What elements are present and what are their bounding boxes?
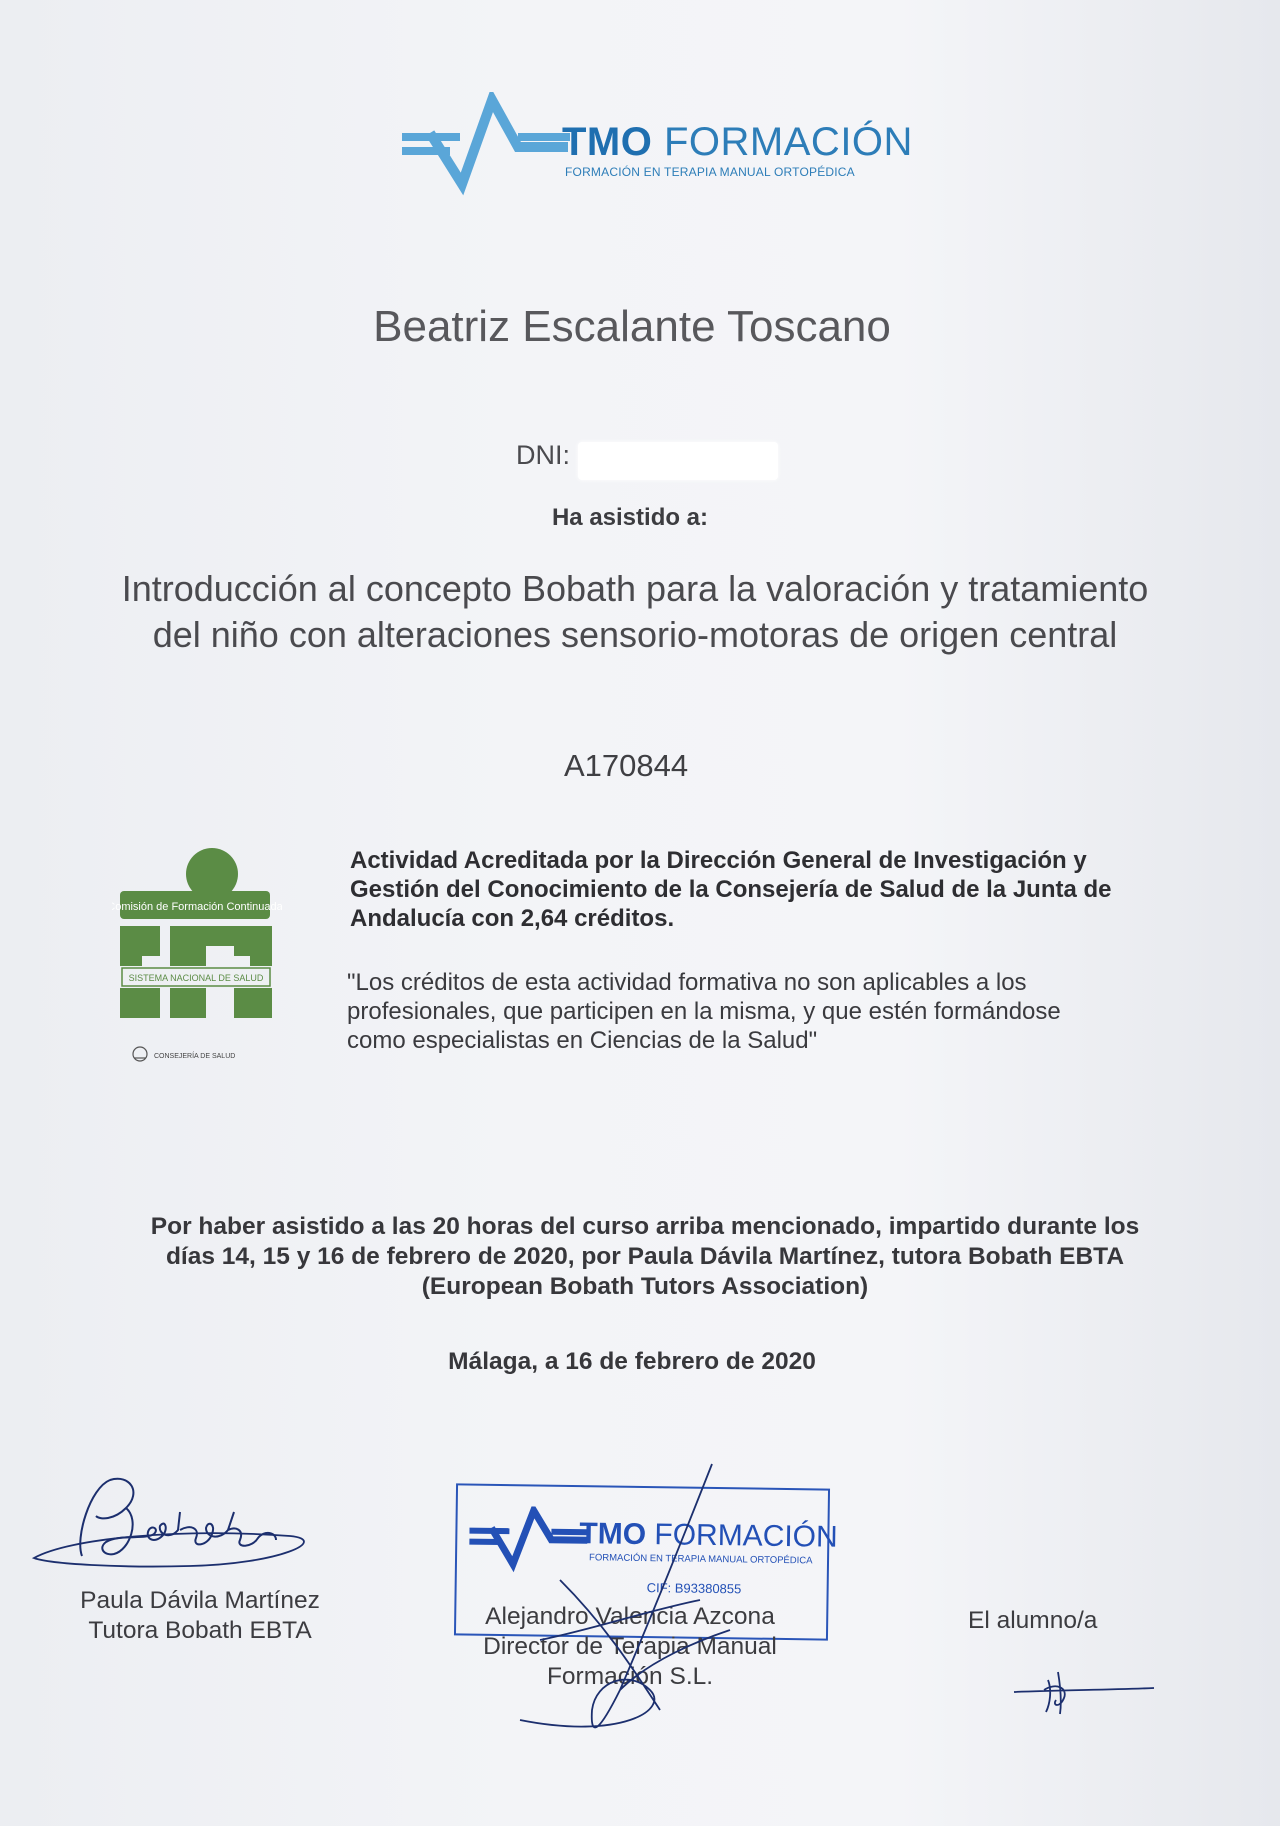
credits-note-line-1: "Los créditos de esta actividad formativa no son aplicables a los <box>347 969 1027 996</box>
stamp-title-bold: TMO <box>579 1517 647 1552</box>
director-role-line-2: Formación S.L. <box>546 1663 714 1690</box>
attended-label: Ha asistido a: <box>551 504 709 531</box>
credits-note-line-2: profesionales, que participen en la misma, y que estén formándose <box>347 998 1061 1025</box>
course-title <box>40 566 1230 658</box>
accreditation-line-2: Gestión del Conocimiento de la Consejería de Salud de la Junta de <box>350 876 1112 903</box>
attendance-line-1: Por haber asistido a las 20 horas del curso arriba mencionado, impartido durante los <box>150 1213 1140 1240</box>
director-signature-icon <box>500 1460 740 1750</box>
stamp-cif: CIF: B93380855 <box>646 1580 742 1597</box>
course-code: A170844 <box>563 748 689 783</box>
cfc-bottom-text: CONSEJERÍA DE SALUD <box>154 1053 236 1060</box>
cfc-middle-text: SISTEMA NACIONAL DE SALUD <box>128 973 264 983</box>
tutor-role: Tutora Bobath EBTA <box>88 1617 312 1644</box>
logo-title-rest: FORMACIÓN <box>664 120 913 164</box>
logo-title-bold: TMO <box>562 120 653 164</box>
logo-subtitle: FORMACIÓN EN TERAPIA MANUAL ORTOPÉDICA <box>565 165 855 179</box>
tutor-signature-icon <box>30 1468 320 1578</box>
accreditation-statement <box>350 846 1230 933</box>
accreditation-line-3: Andalucía con 2,64 créditos. <box>350 905 675 932</box>
accreditation-line-1: Actividad Acreditada por la Dirección General de Investigación y <box>350 847 1087 874</box>
credits-note-line-3: como especialistas en Ciencias de la Salud" <box>347 1027 818 1054</box>
attendance-statement <box>80 1212 1210 1302</box>
student-name: Beatriz Escalante Toscano <box>373 302 891 351</box>
director-name: Alejandro Valencia Azcona <box>485 1603 775 1630</box>
stamp-title-rest: FORMACIÓN <box>654 1518 838 1554</box>
cfc-top-text: Comisión de Formación Continuada <box>112 901 282 913</box>
tutor-signature-block <box>30 1586 370 1646</box>
tutor-name: Paula Dávila Martínez <box>80 1587 320 1614</box>
credits-note <box>347 968 1227 1055</box>
student-signature-label: El alumno/a <box>968 1607 1098 1634</box>
cfc-logo-icon <box>112 846 282 1070</box>
course-title-line-1: Introducción al concepto Bobath para la valoración y tratamiento <box>121 568 1149 609</box>
student-signature-icon <box>1008 1660 1158 1720</box>
place-and-date: Málaga, a 16 de febrero de 2020 <box>448 1348 816 1375</box>
cfc-accreditation-logo <box>112 846 282 1070</box>
course-title-line-2: del niño con alteraciones sensorio-motoras de origen central <box>152 614 1118 655</box>
tmo-formacion-logo <box>400 92 913 202</box>
attendance-line-2: días 14, 15 y 16 de febrero de 2020, por Paula Dávila Martínez, tutora Bobath EBTA <box>165 1243 1125 1270</box>
logo-title <box>562 120 913 165</box>
dni-redaction <box>578 442 778 480</box>
stamp-subtitle: FORMACIÓN EN TERAPIA MANUAL ORTOPÉDICA <box>588 1552 813 1567</box>
dni-label: DNI: <box>516 440 570 470</box>
attendance-line-3: (European Bobath Tutors Association) <box>421 1273 869 1300</box>
director-role-line-1: Director de Terapia Manual <box>483 1633 777 1660</box>
tmo-wave-logo-icon <box>400 92 570 202</box>
